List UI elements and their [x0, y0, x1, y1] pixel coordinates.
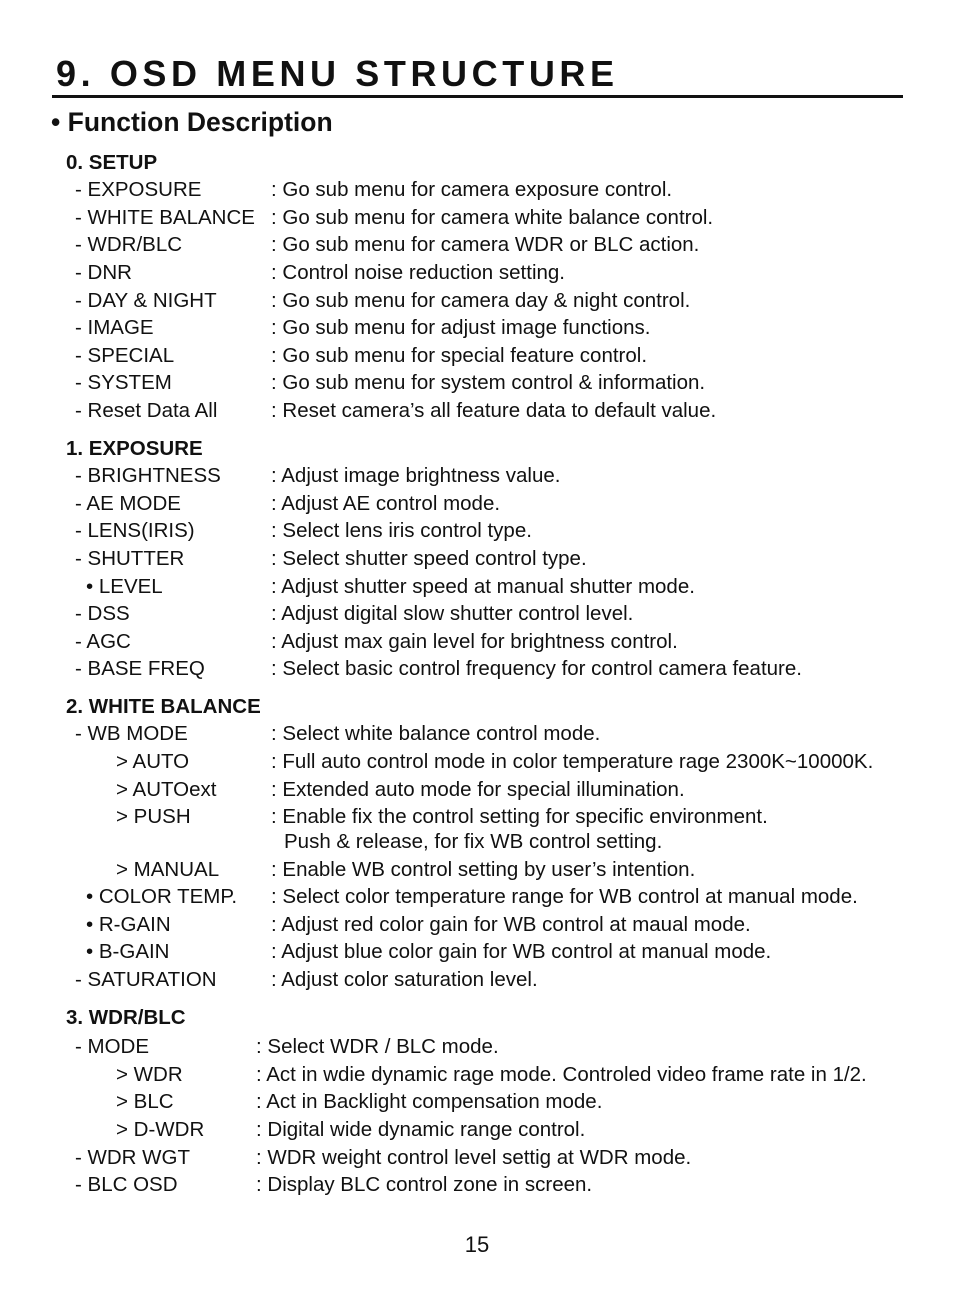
- item-label: - IMAGE: [75, 316, 154, 339]
- item-description: : Act in Backlight compensation mode.: [256, 1090, 603, 1113]
- item-label: - WDR/BLC: [75, 233, 183, 256]
- item-description: : Go sub menu for special feature control.: [271, 344, 648, 367]
- item-label: - SPECIAL: [75, 344, 175, 367]
- item-description: : Go sub menu for camera white balance control.: [271, 206, 714, 229]
- item-description: : Full auto control mode in color temperature rage 2300K~10000K.: [271, 750, 874, 773]
- section-heading-exposure: 1. EXPOSURE: [66, 437, 203, 460]
- item-description: : Select basic control frequency for control camera feature.: [271, 657, 802, 680]
- item-description-continued: Push & release, for fix WB control setting.: [284, 830, 663, 853]
- item-label: • B-GAIN: [86, 940, 170, 963]
- item-label: > D-WDR: [116, 1118, 205, 1141]
- item-description: : Select white balance control mode.: [271, 722, 601, 745]
- item-label: - BLC OSD: [75, 1173, 178, 1196]
- item-label: • COLOR TEMP.: [86, 885, 238, 908]
- item-description: : Enable fix the control setting for specific environment.: [271, 805, 768, 828]
- item-description: : Control noise reduction setting.: [271, 261, 565, 284]
- item-description: : Select shutter speed control type.: [271, 547, 587, 570]
- item-description: : Select lens iris control type.: [271, 519, 532, 542]
- section-heading-wdr-blc: 3. WDR/BLC: [66, 1006, 186, 1029]
- item-label: - Reset Data All: [75, 399, 218, 422]
- item-description: : Go sub menu for camera day & night control.: [271, 289, 691, 312]
- item-label: • R-GAIN: [86, 913, 171, 936]
- item-description: : Adjust image brightness value.: [271, 464, 561, 487]
- item-description: : WDR weight control level settig at WDR mode.: [256, 1146, 692, 1169]
- item-label: - BASE FREQ: [75, 657, 205, 680]
- item-label: - EXPOSURE: [75, 178, 202, 201]
- item-description: : Select WDR / BLC mode.: [256, 1035, 499, 1058]
- item-description: : Adjust color saturation level.: [271, 968, 538, 991]
- item-description: : Adjust blue color gain for WB control at manual mode.: [271, 940, 772, 963]
- item-label: > WDR: [116, 1063, 183, 1086]
- item-label: > BLC: [116, 1090, 174, 1113]
- item-description: : Select color temperature range for WB control at manual mode.: [271, 885, 858, 908]
- item-description: : Go sub menu for system control & information.: [271, 371, 706, 394]
- item-description: : Adjust red color gain for WB control at maual mode.: [271, 913, 751, 936]
- item-description: : Extended auto mode for special illumination.: [271, 778, 685, 801]
- item-description: : Adjust shutter speed at manual shutter mode.: [271, 575, 695, 598]
- item-label: - AE MODE: [75, 492, 181, 515]
- item-description: : Adjust AE control mode.: [271, 492, 501, 515]
- title-underline: [52, 95, 903, 98]
- item-description: : Act in wdie dynamic rage mode. Controled video frame rate in 1/2.: [256, 1063, 867, 1086]
- item-description: : Go sub menu for camera exposure control.: [271, 178, 673, 201]
- item-label: > AUTOext: [116, 778, 217, 801]
- item-label: - WB MODE: [75, 722, 188, 745]
- item-label: - SHUTTER: [75, 547, 185, 570]
- item-label: - DNR: [75, 261, 132, 284]
- item-label: - LENS(IRIS): [75, 519, 195, 542]
- section-heading-setup: 0. SETUP: [66, 151, 158, 174]
- item-label: > AUTO: [116, 750, 190, 773]
- item-description: : Enable WB control setting by user’s intention.: [271, 858, 696, 881]
- page-title: 9. OSD MENU STRUCTURE: [56, 53, 619, 94]
- item-description: : Reset camera’s all feature data to default value.: [271, 399, 717, 422]
- item-label: - MODE: [75, 1035, 150, 1058]
- item-label: - SYSTEM: [75, 371, 172, 394]
- item-label: - WHITE BALANCE: [75, 206, 255, 229]
- item-label: - DSS: [75, 602, 130, 625]
- item-label: - BRIGHTNESS: [75, 464, 221, 487]
- item-description: : Digital wide dynamic range control.: [256, 1118, 586, 1141]
- item-label: - WDR WGT: [75, 1146, 190, 1169]
- item-label: > PUSH: [116, 805, 191, 828]
- item-label: - SATURATION: [75, 968, 217, 991]
- page-number: 15: [464, 1232, 490, 1257]
- item-label: - AGC: [75, 630, 131, 653]
- item-description: : Adjust max gain level for brightness control.: [271, 630, 678, 653]
- item-label: • LEVEL: [86, 575, 163, 598]
- item-description: : Go sub menu for camera WDR or BLC action.: [271, 233, 700, 256]
- item-description: : Go sub menu for adjust image functions.: [271, 316, 651, 339]
- section-subtitle: • Function Description: [51, 107, 333, 137]
- section-heading-white-balance: 2. WHITE BALANCE: [66, 695, 261, 718]
- item-description: : Display BLC control zone in screen.: [256, 1173, 593, 1196]
- item-label: - DAY & NIGHT: [75, 289, 217, 312]
- item-label: > MANUAL: [116, 858, 220, 881]
- item-description: : Adjust digital slow shutter control level.: [271, 602, 634, 625]
